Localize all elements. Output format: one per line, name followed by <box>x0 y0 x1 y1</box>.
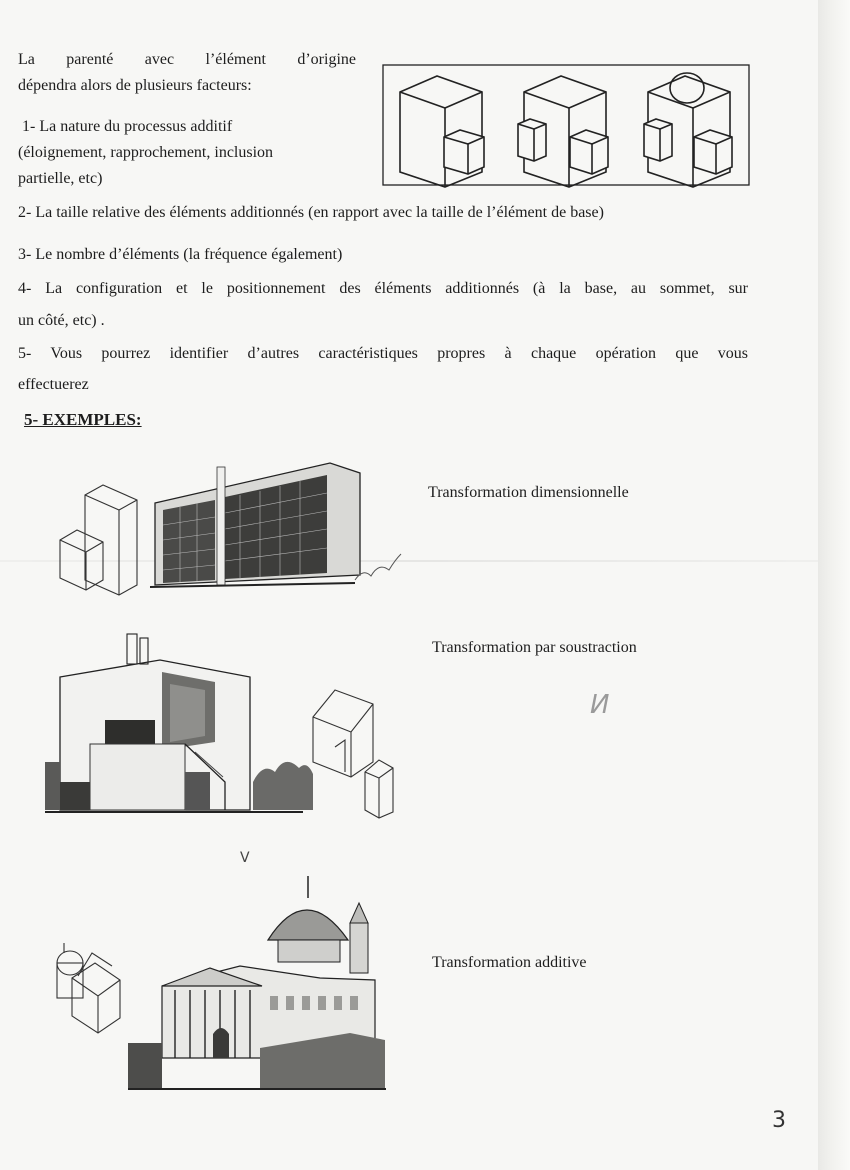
intro-line-1: La parenté avec l’élément d’origine <box>18 51 356 68</box>
factor-1-line-2: (éloignement, rapprochement, inclusion <box>18 144 274 161</box>
factor-5-line-1: 5- Vous pourrez identifier d’autres caractéristiques propres à chaque opération que vous <box>18 345 748 362</box>
example-2-illustration <box>45 632 405 822</box>
example-2-caption: Transformation par soustraction <box>432 639 637 656</box>
example-3-caption: Transformation additive <box>432 954 587 971</box>
example-1-diagram <box>60 485 137 595</box>
factor-4-line-1: 4- La configuration et le positionnement des éléments additionnés (à la base, au sommet, sur <box>18 280 748 297</box>
factor-3: 3- Le nombre d’éléments (la fréquence également) <box>18 246 343 263</box>
section-heading: 5- EXEMPLES: <box>24 410 142 429</box>
cube-2 <box>518 76 608 187</box>
example-3-diagram <box>57 943 120 1033</box>
factor-5-line-2: effectuerez <box>18 376 89 393</box>
cube-3 <box>644 73 732 187</box>
pencil-mark: И <box>590 690 610 720</box>
example-1-building <box>150 463 401 587</box>
example-2-diagram <box>313 690 393 818</box>
factor-2: 2- La taille relative des éléments additionnés (en rapport avec la taille de l’élément de base) <box>18 204 604 221</box>
intro-line-2: dépendra alors de plusieurs facteurs: <box>18 77 252 94</box>
factor-1-line-3: partielle, etc) <box>18 170 103 187</box>
example-1-illustration <box>55 455 395 595</box>
factor-4-line-2: un côté, etc) . <box>18 312 105 329</box>
example-3-illustration <box>50 868 390 1094</box>
example-2-building <box>45 634 313 812</box>
example-1-caption: Transformation dimensionnelle <box>428 484 629 501</box>
cube-1 <box>400 76 484 187</box>
example-3-building <box>128 876 386 1089</box>
additive-cubes-figure <box>382 62 752 188</box>
factor-1-line-1: 1- La nature du processus additif <box>22 118 233 135</box>
page-edge-shadow <box>818 0 850 1170</box>
page-number: 3 <box>772 1108 786 1133</box>
tick-mark: ᐯ <box>240 850 250 866</box>
